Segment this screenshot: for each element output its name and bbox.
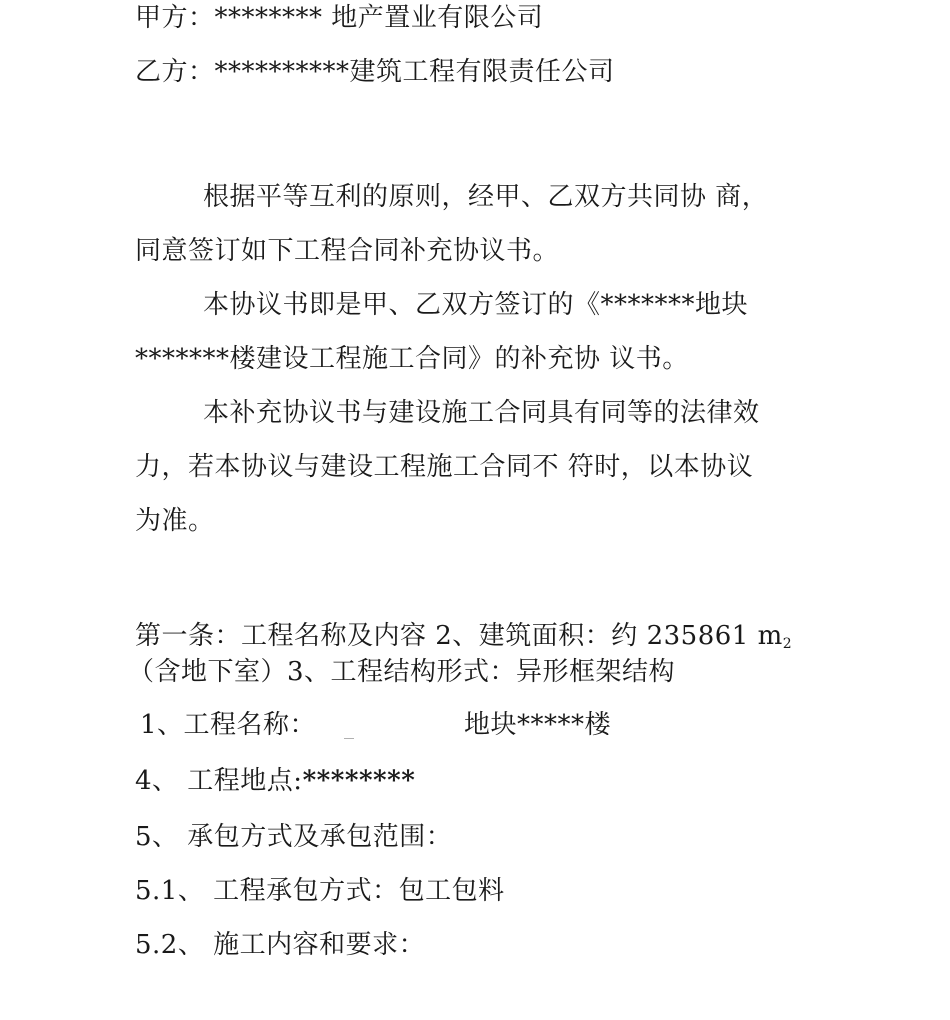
intro-paragraph-1-line-2: 同意签订如下工程合同补充协议书。 [135, 236, 560, 266]
item-5-line: 5、 承包方式及承包范围： [135, 822, 453, 852]
item-1-label: 1、工程名称： [140, 710, 317, 740]
item-4-value: ******** [302, 766, 416, 796]
intro-paragraph-3-line-3: 为准。 [135, 506, 215, 536]
item-5-1-line: 5.1、 工程承包方式：包工包料 [135, 876, 505, 906]
area-unit-subscript: 2 [782, 636, 793, 652]
intro-paragraph-3-line-1: 本补充协议书与建设施工合同具有同等的法律效 [203, 398, 760, 428]
item-1-value: 地块*****楼 [464, 710, 612, 740]
intro-paragraph-3-line-2: 力，若本协议与建设工程施工合同不 符时，以本协议 [135, 452, 754, 482]
item-4-line [135, 765, 415, 797]
intro-paragraph-2-line-2: *******楼建设工程施工合同》的补充协 议书。 [135, 344, 689, 374]
party-b-line: 乙方：**********建筑工程有限责任公司 [135, 57, 615, 87]
article-1-line-2: （含地下室）3、工程结构形式：异形框架结构 [128, 657, 676, 687]
article-1-line-1 [135, 620, 792, 660]
item-4-label: 4、 工程地点: [135, 766, 303, 796]
item-5-2-line: 5.2、 施工内容和要求： [135, 930, 426, 960]
intro-paragraph-1-line-1: 根据平等互利的原则，经甲、乙双方共同协 商， [203, 182, 769, 212]
blank-underline-mark [344, 738, 354, 739]
intro-paragraph-2-line-1: 本协议书即是甲、乙双方签订的《*******地块 [203, 290, 749, 320]
item-1-line [140, 709, 611, 741]
article-1-heading-text: 第一条：工程名称及内容 2、建筑面积：约 235861 m [135, 621, 783, 651]
party-a-line: 甲方：******** 地产置业有限公司 [135, 3, 544, 33]
